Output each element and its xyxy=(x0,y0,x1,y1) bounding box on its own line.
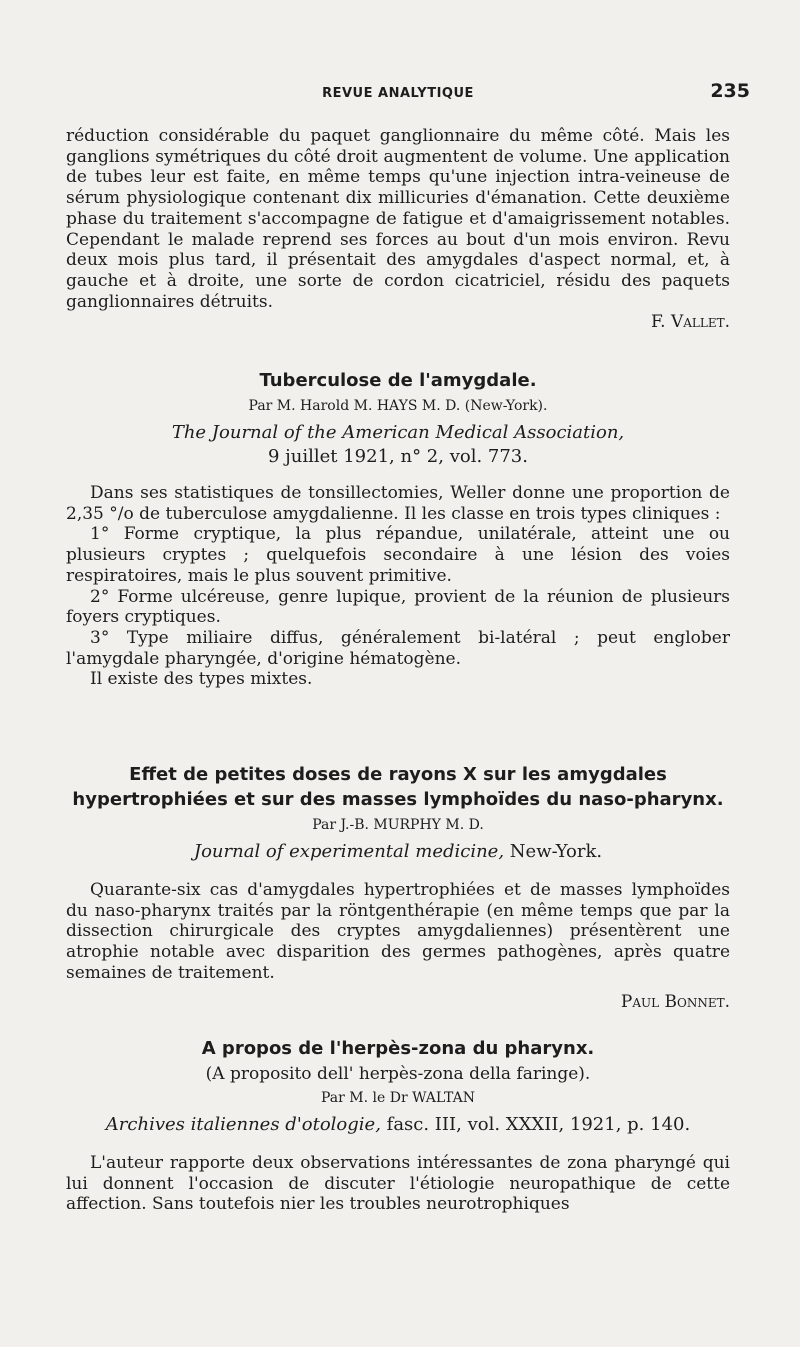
article3-source-journal: Archives italiennes d'otologie, xyxy=(105,1114,381,1135)
article3-title: A propos de l'herpès-zona du pharynx. xyxy=(201,1038,595,1059)
article2-source-place: New-York. xyxy=(509,841,603,862)
article2-source xyxy=(66,840,730,864)
article1-body xyxy=(66,483,730,690)
article1-paragraph: 3° Type miliaire diffus, généralement bi-latéral ; peut englober l'amygdale pharyngée, d'origine hématogène. xyxy=(66,627,730,669)
article-herpes-zona xyxy=(66,1036,730,1215)
article2-source-journal: Journal of experimental medicine, xyxy=(193,841,505,862)
article1-paragraph: 1° Forme cryptique, la plus répandue, unilatérale, atteint une ou plusieurs cryptes ; quelquefois secondaire à une lésion des voies respiratoires, mais le plus souvent primitive. xyxy=(66,524,730,586)
article2-title-line2: hypertrophiées et sur des masses lymphoïdes du naso-pharynx. xyxy=(72,789,724,810)
article2-paragraph: Quarante-six cas d'amygdales hypertrophiées et de masses lymphoïdes du naso-pharynx traités par la röntgenthérapie (en même temps que par la dissection chirurgicale des cryptes amygdaliennes) présentèrent une atrophie notable avec disparition des germes pathogènes, après quatre semaines de traitement. xyxy=(66,880,730,983)
page-header xyxy=(66,80,750,106)
article2-byline: Par J.-B. MURPHY M. D. xyxy=(312,817,484,833)
article-rayons-x xyxy=(66,762,730,1012)
article1-paragraph: Il existe des types mixtes. xyxy=(90,669,313,690)
intro-section xyxy=(66,126,730,332)
article3-subtitle: (A proposito dell' herpès-zona della faringe). xyxy=(205,1064,591,1084)
intro-paragraph: réduction considérable du paquet ganglionnaire du même côté. Mais les ganglions symétriques du côté droit augmentent de volume. Une application de tubes leur est faite, en même temps qu'une injection intra-veineuse de sérum physiologique contenant dix millicuries d'émanation. Cette deuxième phase du traitement s'accompagne de fatigue et d'amaigrissement notables. Cependant le malade reprend ses forces au bout d'un mois environ. Revu deux mois plus tard, il présentait des amygdales d'aspect normal, et, à gauche et à droite, une sorte de cordon cicatriciel, résidu des paquets ganglionnaires détruits. xyxy=(66,126,730,312)
article3-source xyxy=(66,1113,730,1137)
article2-signature: Paul Bonnet. xyxy=(620,991,730,1012)
article3-source-details: fasc. III, vol. XXXII, 1921, p. 140. xyxy=(386,1114,691,1135)
article3-byline: Par M. le Dr WALTAN xyxy=(321,1090,475,1106)
article-tuberculose xyxy=(66,368,730,690)
article1-title: Tuberculose de l'amygdale. xyxy=(259,370,537,391)
running-title: REVUE ANALYTIQUE xyxy=(322,86,474,101)
article1-paragraph: Dans ses statistiques de tonsillectomies, Weller donne une proportion de 2,35 °/o de tuberculose amygdalienne. Il les classe en trois types cliniques : xyxy=(66,483,730,524)
article2-title-line1: Effet de petites doses de rayons X sur les amygdales xyxy=(129,764,667,785)
article3-paragraph: L'auteur rapporte deux observations intéressantes de zona pharyngé qui lui donnent l'occasion de discuter l'étiologie neuropathique de cette affection. Sans toutefois nier les troubles neurotrophiques xyxy=(66,1153,730,1215)
article1-source-details: 9 juillet 1921, n° 2, vol. 773. xyxy=(268,446,528,467)
page-number: 235 xyxy=(710,80,750,102)
article1-paragraph: 2° Forme ulcéreuse, genre lupique, provient de la réunion de plusieurs foyers cryptiques. xyxy=(66,586,730,628)
intro-signature: F. Vallet. xyxy=(650,312,730,333)
article1-source-journal: The Journal of the American Medical Association, xyxy=(171,422,625,443)
article1-byline: Par M. Harold M. HAYS M. D. (New-York). xyxy=(248,398,548,414)
